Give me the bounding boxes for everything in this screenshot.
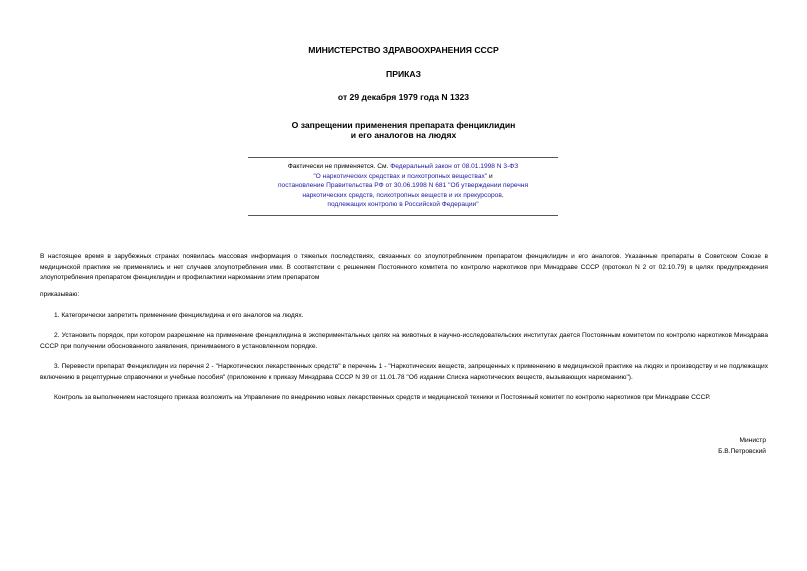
control-paragraph: Контроль за выполнением настоящего приказа возложить на Управление по внедрению новых лекарственных средств и медицинской техники и Постоянный комитет по контролю наркотиков при Минздраве СССР.: [54, 394, 711, 401]
date-number: от 29 декабря 1979 года N 1323: [337, 92, 470, 102]
signature-name: Б.В.Петровский: [718, 448, 766, 455]
ministry-heading: МИНИСТЕРСТВО ЗДРАВООХРАНЕНИЯ СССР: [308, 45, 499, 55]
note-line-1: [248, 162, 558, 172]
government-decree-link[interactable]: постановление Правительства РФ от 30.06.1998 N 681 "Об утверждении перечня: [277, 182, 529, 189]
document-title-line1: О запрещении применения препарата фенциклидин: [291, 120, 516, 130]
order-item-3: 3. Перевести препарат Фенциклидин из перечня 2 - "Наркотических лекарственных средств" в перечень 1 - "Наркотических веществ, запрещенных к применению в медицинской практике на людях и производству и не подлежащих включению в рецептурные справочники и учебные пособия" (приложение к приказу Минздрава СССР N 39 от 11.01.78 "Об издании Списка наркотических веществ, вызывающих наркоманию").: [40, 363, 768, 381]
note-line-4: [248, 191, 558, 201]
ordering-word: приказываю:: [40, 291, 80, 298]
note-line-3: [248, 181, 558, 191]
federal-law-link[interactable]: Федеральный закон от 08.01.1998 N 3-ФЗ: [390, 163, 519, 170]
note-line-2: [248, 172, 558, 182]
signature-title: Министр: [739, 437, 766, 444]
government-decree-link-end[interactable]: подлежащих контролю в Российской Федерации": [327, 201, 479, 208]
note-and: и: [487, 172, 493, 180]
document-type: ПРИКАЗ: [386, 69, 421, 79]
intro-paragraph: В настоящее время в зарубежных странах появилась массовая информация о тяжелых последствиях, связанных со злоупотреблением препаратом фенциклидин и его аналогов. Указанные препараты в Советском Союзе в медицинской практике не применялись и нет случаев злоупотребления ими. В соответствии с решением Постоянного комитета по контролю наркотиков при Минздраве СССР (протокол N 2 от 02.10.79) в целях предупреждения злоупотребления препаратом фенциклидин и профилактики наркомании этим препаратом: [40, 253, 768, 281]
note-line-5: [248, 200, 558, 210]
order-item-1: 1. Категорически запретить применение фенциклидина и его аналогов на людях.: [54, 312, 304, 319]
federal-law-link-continued[interactable]: "О наркотических средствах и психотропных веществах": [313, 172, 488, 180]
document-title-line2: и его аналогов на людях: [350, 130, 457, 140]
note-prefix: Фактически не применяется. См.: [287, 163, 389, 170]
applicability-note: [248, 157, 558, 216]
government-decree-link-continued[interactable]: наркотических средств, психотропных веществ и их прекурсоров,: [302, 191, 504, 199]
order-item-2: 2. Установить порядок, при котором разрешение на применение фенциклидина в экспериментальных целях на животных в научно-исследовательских институтах дается Постоянным комитетом по контролю наркотиков Минздрава СССР при получении обоснованного заявления, принимаемого в установленном порядке.: [40, 332, 768, 350]
